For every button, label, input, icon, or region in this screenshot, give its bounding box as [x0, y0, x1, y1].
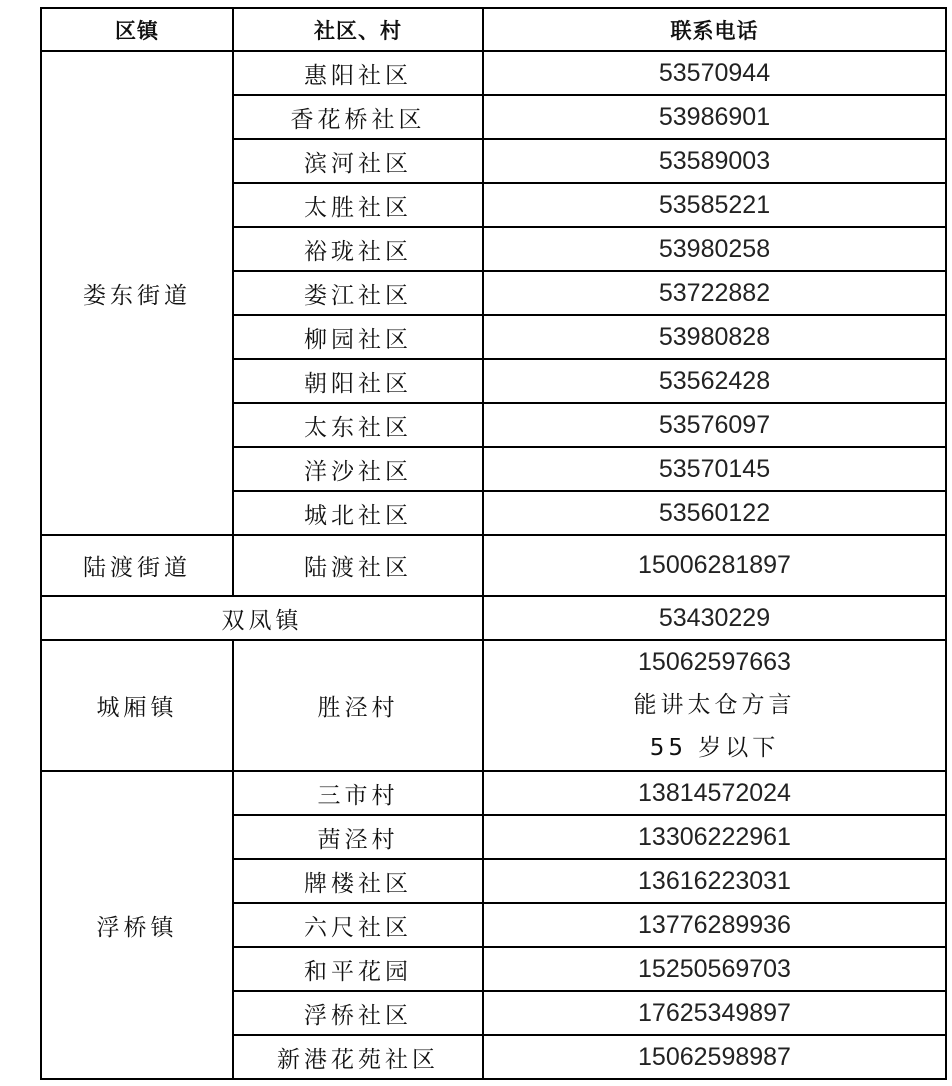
phone-cell: 53980828: [483, 315, 946, 359]
phone-cell: 53722882: [483, 271, 946, 315]
community-cell: 洋沙社区: [233, 447, 483, 491]
phone-number: 15062597663: [638, 648, 791, 676]
community-cell: 三市村: [233, 771, 483, 815]
phone-cell: 15006281897: [483, 535, 946, 596]
community-cell: 胜泾村: [233, 640, 483, 771]
header-phone: 联系电话: [483, 8, 946, 51]
header-town: 区镇: [41, 8, 233, 51]
table-row: [41, 596, 946, 640]
phone-cell: 13616223031: [483, 859, 946, 903]
community-cell: 陆渡社区: [233, 535, 483, 596]
phone-cell: 53589003: [483, 139, 946, 183]
phone-cell: 15062598987: [483, 1035, 946, 1079]
phone-cell: 13306222961: [483, 815, 946, 859]
community-cell: 太东社区: [233, 403, 483, 447]
phone-cell: 13776289936: [483, 903, 946, 947]
community-cell: 城北社区: [233, 491, 483, 535]
phone-cell: 53562428: [483, 359, 946, 403]
header-row: [41, 8, 946, 51]
community-cell: 朝阳社区: [233, 359, 483, 403]
phone-cell: 17625349897: [483, 991, 946, 1035]
town-cell: 浮桥镇: [41, 771, 233, 1079]
phone-cell: 53430229: [483, 596, 946, 640]
phone-cell: 53570944: [483, 51, 946, 95]
header-community: 社区、村: [233, 8, 483, 51]
phone-cell: 53570145: [483, 447, 946, 491]
community-cell: 太胜社区: [233, 183, 483, 227]
phone-cell: [483, 640, 946, 771]
community-cell: 浮桥社区: [233, 991, 483, 1035]
community-cell: 柳园社区: [233, 315, 483, 359]
contact-table: [40, 7, 947, 1080]
phone-note: 55 岁以下: [649, 735, 780, 761]
phone-cell: 53560122: [483, 491, 946, 535]
community-cell: 香花桥社区: [233, 95, 483, 139]
table-row: [41, 640, 946, 771]
town-cell: 双凤镇: [41, 596, 483, 640]
table-row: [41, 771, 946, 815]
town-cell: 城厢镇: [41, 640, 233, 771]
community-cell: 裕珑社区: [233, 227, 483, 271]
phone-cell: 53986901: [483, 95, 946, 139]
phone-cell: 53585221: [483, 183, 946, 227]
community-cell: 惠阳社区: [233, 51, 483, 95]
community-cell: 娄江社区: [233, 271, 483, 315]
community-cell: 茜泾村: [233, 815, 483, 859]
community-cell: 六尺社区: [233, 903, 483, 947]
phone-cell: 13814572024: [483, 771, 946, 815]
phone-cell: 53980258: [483, 227, 946, 271]
phone-cell: 53576097: [483, 403, 946, 447]
table-row: [41, 535, 946, 596]
town-cell: 陆渡街道: [41, 535, 233, 596]
phone-note: 能讲太仓方言: [633, 692, 796, 718]
community-cell: 新港花苑社区: [233, 1035, 483, 1079]
table-row: [41, 51, 946, 95]
community-cell: 牌楼社区: [233, 859, 483, 903]
town-cell: 娄东街道: [41, 51, 233, 535]
phone-cell: 15250569703: [483, 947, 946, 991]
community-cell: 滨河社区: [233, 139, 483, 183]
community-cell: 和平花园: [233, 947, 483, 991]
